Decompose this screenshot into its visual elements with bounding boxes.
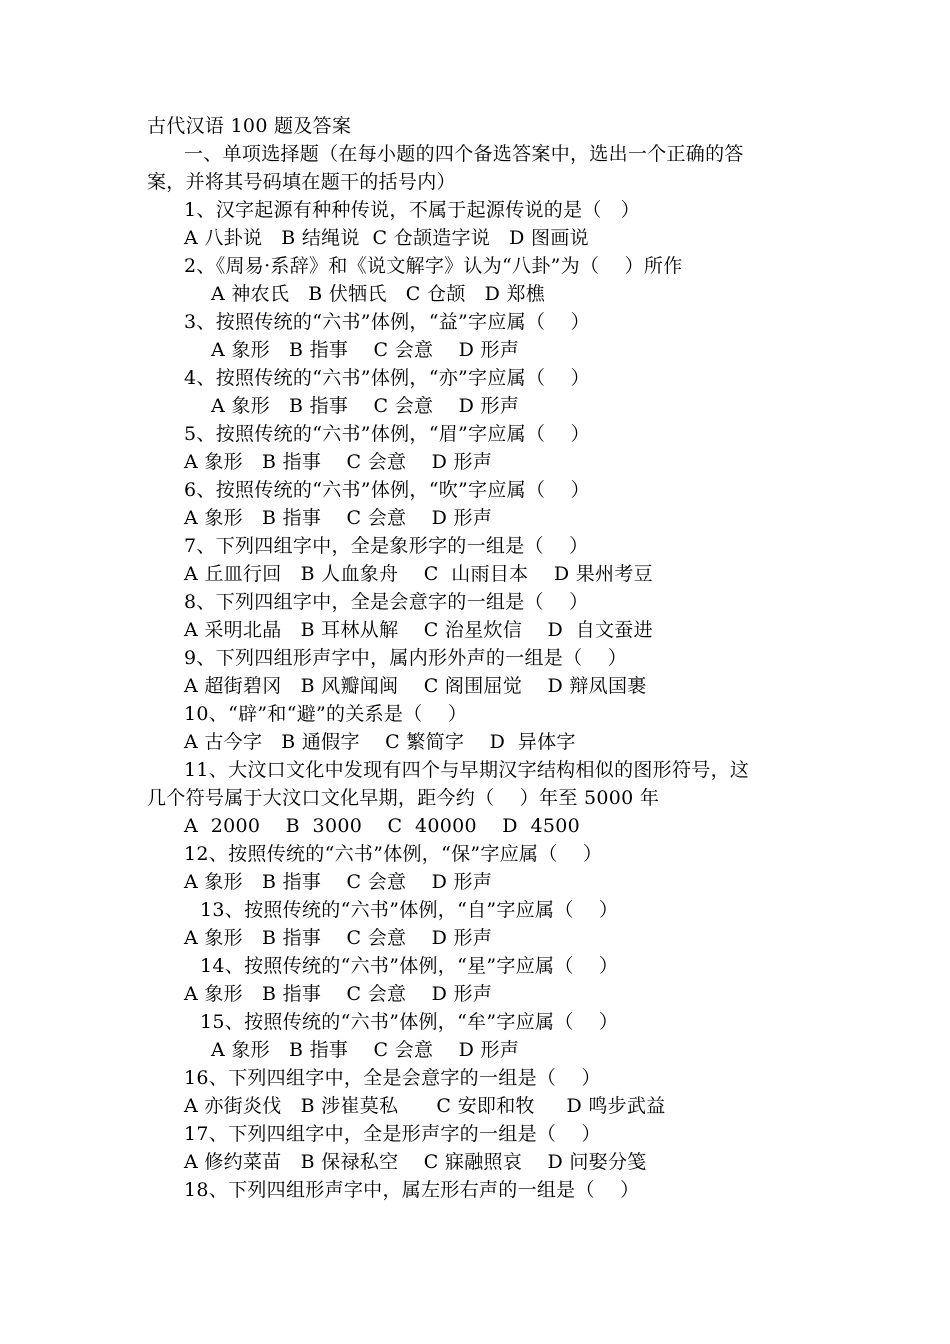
question-2: 2、《周易·系辞》和《说文解字》认为“八卦”为（ ）所作 bbox=[184, 255, 683, 277]
question-12-options: A 象形 B 指事 C 会意 D 形声 bbox=[184, 871, 493, 893]
question-4: 4、按照传统的“六书”体例，“亦”字应属（ ） bbox=[184, 367, 590, 389]
question-11-line-1: 11、大汶口文化中发现有四个与早期汉字结构相似的图形符号，这 bbox=[184, 759, 750, 781]
document-title: 古代汉语 100 题及答案 bbox=[147, 115, 352, 137]
question-1: 1、汉字起源有种种传说，不属于起源传说的是（ ） bbox=[184, 199, 641, 221]
question-14: 14、按照传统的“六书”体例，“星”字应属（ ） bbox=[200, 955, 619, 977]
question-16: 16、下列四组字中，全是会意字的一组是（ ） bbox=[184, 1067, 601, 1089]
question-7: 7、下列四组字中，全是象形字的一组是（ ） bbox=[184, 535, 589, 557]
section-heading-line-2: 案，并将其号码填在题干的括号内） bbox=[147, 171, 456, 193]
question-17-options: A 修约菜苗 B 保禄私空 C 寐融照哀 D 问娶分笺 bbox=[184, 1151, 647, 1173]
question-3: 3、按照传统的“六书”体例，“益”字应属（ ） bbox=[184, 311, 590, 333]
question-15-options: A 象形 B 指事 C 会意 D 形声 bbox=[211, 1039, 520, 1061]
question-6-options: A 象形 B 指事 C 会意 D 形声 bbox=[184, 507, 493, 529]
question-13-options: A 象形 B 指事 C 会意 D 形声 bbox=[184, 927, 493, 949]
question-5: 5、按照传统的“六书”体例，“眉”字应属（ ） bbox=[184, 423, 590, 445]
question-11-line-2: 几个符号属于大汶口文化早期，距今约（ ）年至 5000 年 bbox=[147, 787, 660, 809]
question-5-options: A 象形 B 指事 C 会意 D 形声 bbox=[184, 451, 493, 473]
question-4-options: A 象形 B 指事 C 会意 D 形声 bbox=[211, 395, 520, 417]
question-14-options: A 象形 B 指事 C 会意 D 形声 bbox=[184, 983, 493, 1005]
question-16-options: A 亦街炎伐 B 涉崔莫私 C 安即和牧 D 鸣步武益 bbox=[184, 1095, 666, 1117]
question-9-options: A 超街碧冈 B 风瓣闻闽 C 阁围屈觉 D 辩凤国裹 bbox=[184, 675, 647, 697]
question-18: 18、下列四组形声字中，属左形右声的一组是（ ） bbox=[184, 1179, 640, 1201]
question-3-options: A 象形 B 指事 C 会意 D 形声 bbox=[211, 339, 520, 361]
question-11-options: A 2000 B 3000 C 40000 D 4500 bbox=[184, 815, 581, 837]
question-13: 13、按照传统的“六书”体例，“自”字应属（ ） bbox=[200, 899, 619, 921]
question-6: 6、按照传统的“六书”体例，“吹”字应属（ ） bbox=[184, 479, 590, 501]
question-8: 8、下列四组字中，全是会意字的一组是（ ） bbox=[184, 591, 589, 613]
question-10-options: A 古今字 B 通假字 C 繁简字 D 异体字 bbox=[184, 731, 576, 753]
question-15: 15、按照传统的“六书”体例，“牟”字应属（ ） bbox=[200, 1011, 619, 1033]
question-9: 9、下列四组形声字中，属内形外声的一组是（ ） bbox=[184, 647, 628, 669]
question-2-options: A 神农氏 B 伏牺氏 C 仓颉 D 郑樵 bbox=[211, 283, 546, 305]
question-10: 10、“辟”和“避”的关系是（ ） bbox=[184, 703, 468, 725]
question-17: 17、下列四组字中，全是形声字的一组是（ ） bbox=[184, 1123, 601, 1145]
section-heading-line-1: 一、单项选择题（在每小题的四个备选答案中，选出一个正确的答 bbox=[184, 143, 744, 165]
question-12: 12、按照传统的“六书”体例，“保”字应属（ ） bbox=[184, 843, 603, 865]
question-7-options: A 丘皿行回 B 人血象舟 C 山雨目本 D 果州考豆 bbox=[184, 563, 653, 585]
question-1-options: A 八卦说 B 结绳说 C 仓颉造字说 D 图画说 bbox=[184, 227, 589, 249]
question-8-options: A 采明北晶 B 耳林从解 C 治星炊信 D 自文蚕进 bbox=[184, 619, 653, 641]
